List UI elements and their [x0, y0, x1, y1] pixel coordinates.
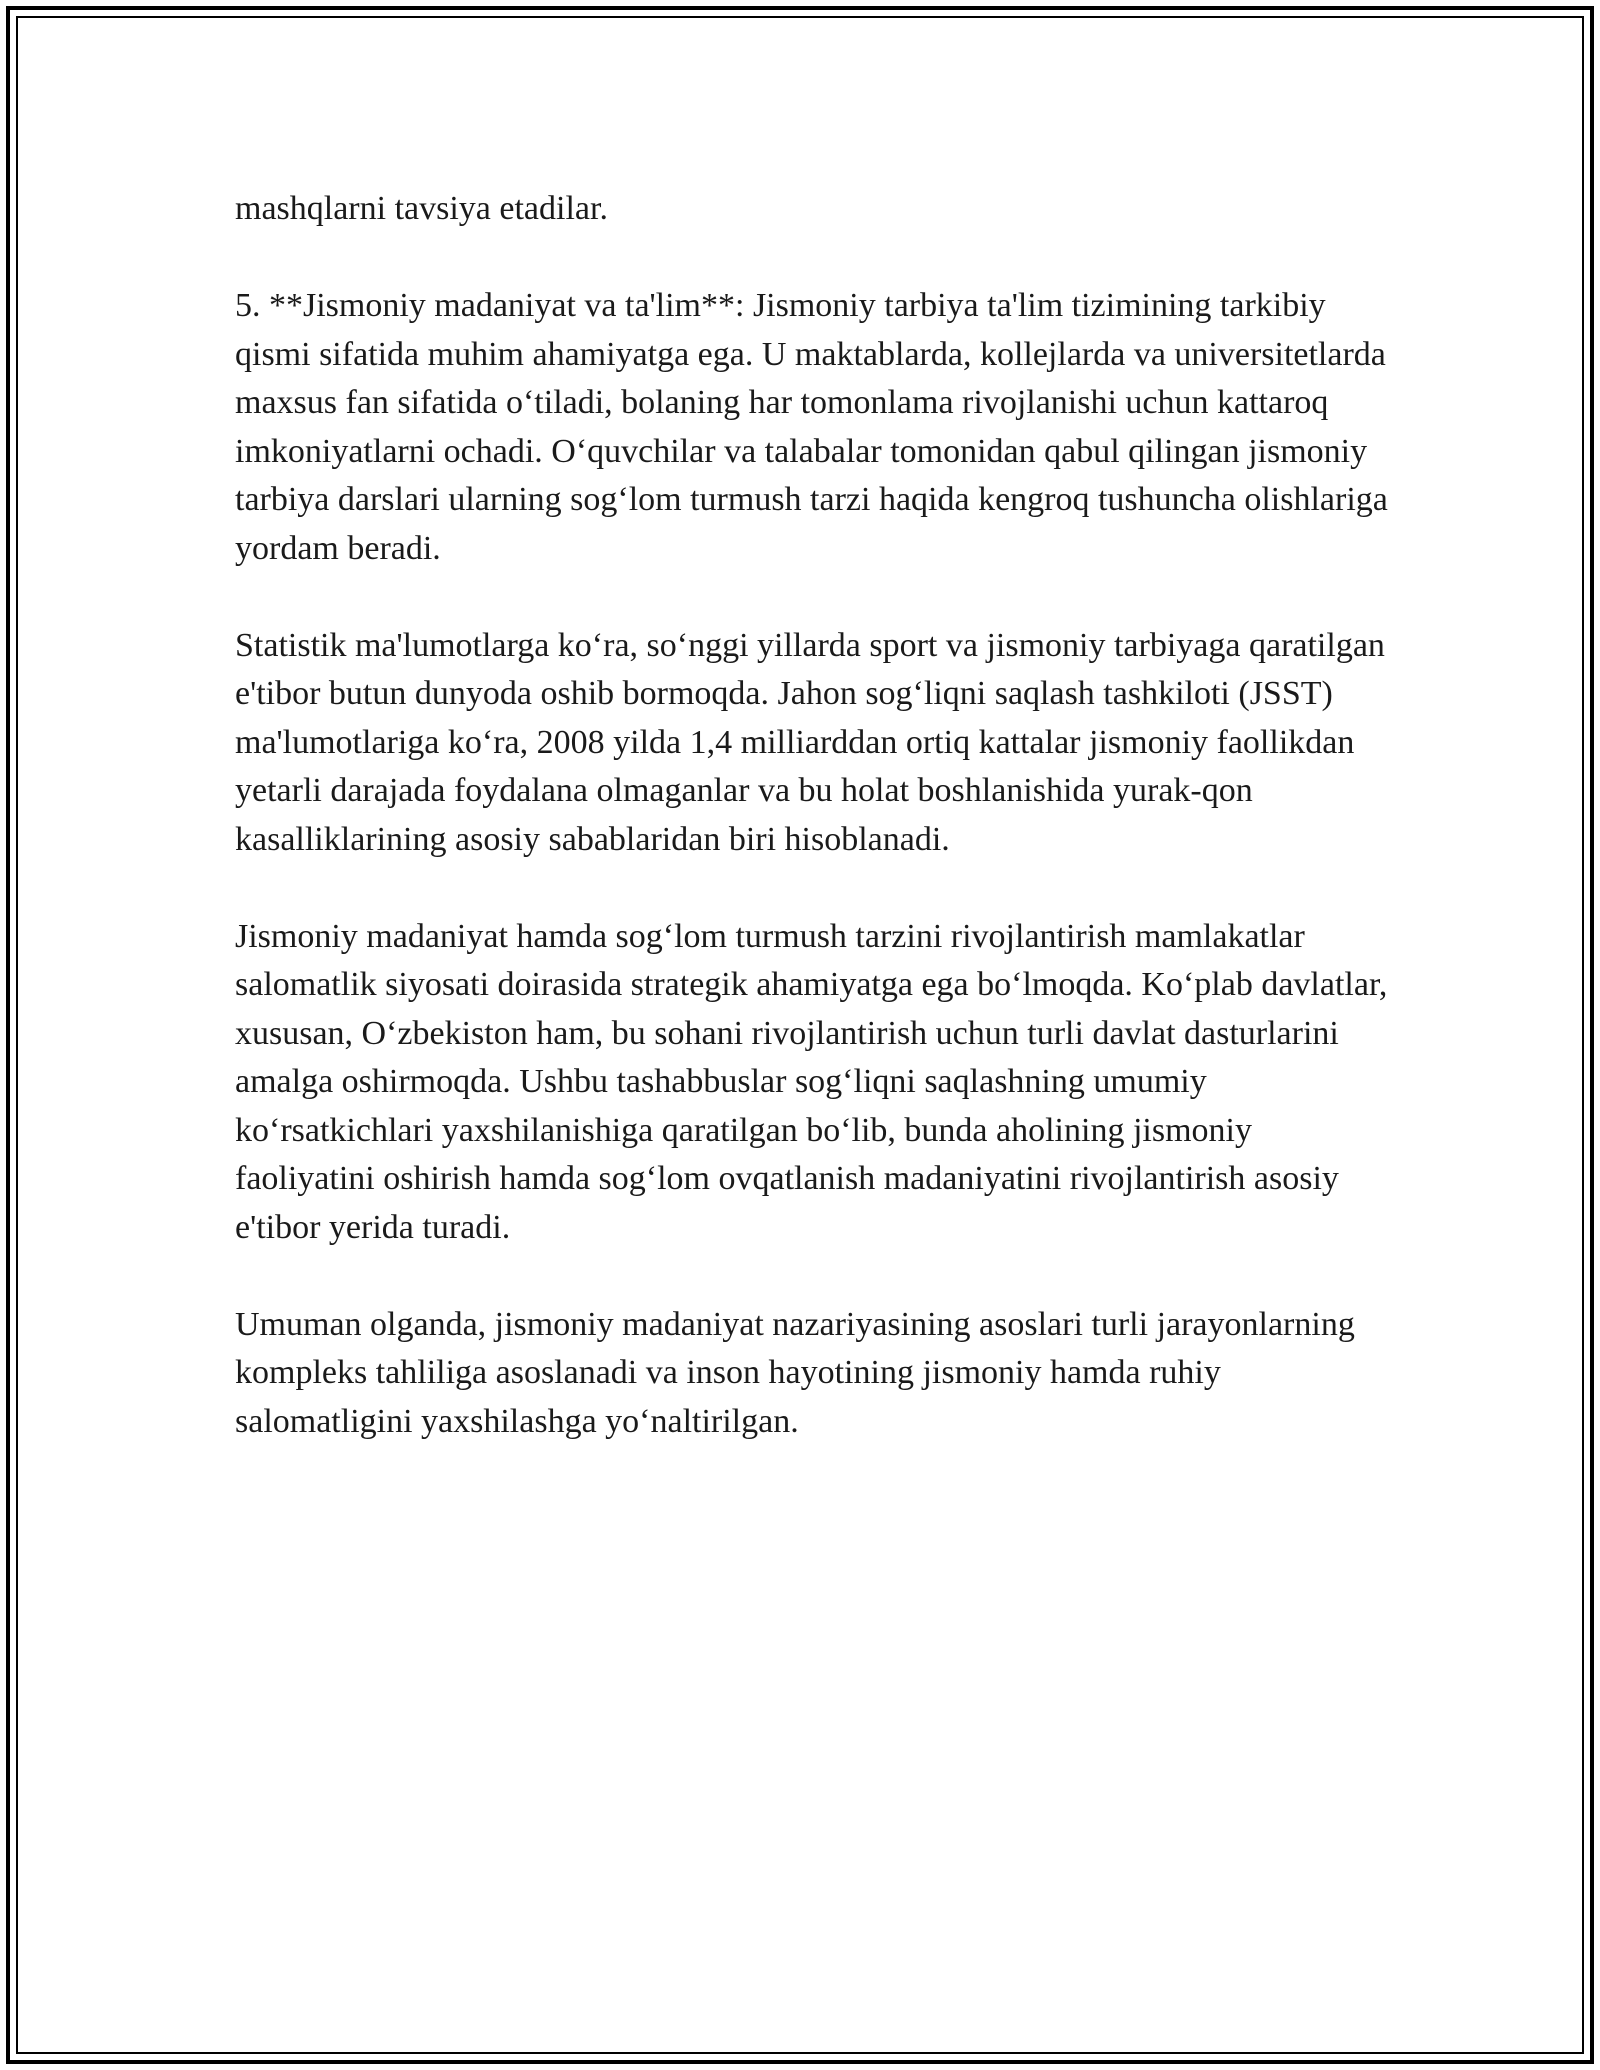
paragraph-conclusion: Umuman olganda, jismoniy madaniyat nazariyasining asoslari turli jarayonlarning kompleks tahliliga asoslanadi va inson hayotining jismoniy hamda ruhiy salomatligini yaxshilashga yo‘naltirilgan.	[235, 1305, 1355, 1440]
paragraph-policy: Jismoniy madaniyat hamda sog‘lom turmush tarzini rivojlantirish mamlakatlar salomatlik siyosati doirasida strategik ahamiyatga ega bo‘lmoqda. Ko‘plab davlatlar, xususan, O‘zbekiston ham, bu sohani rivojlantirish uchun turli davlat dasturlarini amalga oshirmoqda. Ushbu tashabbuslar sog‘liqni saqlashning umumiy ko‘rsatkichlari yaxshilanishiga qaratilgan bo‘lib, bunda aholining jismoniy faoliyatini oshirish hamda sog‘lom ovqatlanish madaniyatini rivojlantirish asosiy e'tibor yerida turadi.	[235, 917, 1388, 1246]
paragraph-continuation: mashqlarni tavsiya etadilar.	[235, 190, 608, 227]
document-body	[235, 185, 1395, 1495]
paragraph-education: 5. **Jismoniy madaniyat va ta'lim**: Jismoniy tarbiya ta'lim tizimining tarkibiy qismi sifatida muhim ahamiyatga ega. U maktablarda, kollejlarda va universitetlarda maxsus fan sifatida o‘tiladi, bolaning har tomonlama rivojlanishi uchun kattaroq imkoniyatlarni ochadi. O‘quvchilar va talabalar tomonidan qabul qilingan jismoniy tarbiya darslari ularning sog‘lom turmush tarzi haqida kengroq tushuncha olishlariga yordam beradi.	[235, 287, 1388, 567]
paragraph-statistics: Statistik ma'lumotlarga ko‘ra, so‘nggi yillarda sport va jismoniy tarbiyaga qaratilgan e'tibor butun dunyoda oshib bormoqda. Jahon sog‘liqni saqlash tashkiloti (JSST) ma'lumotlariga ko‘ra, 2008 yilda 1,4 milliarddan ortiq kattalar jismoniy faollikdan yetarli darajada foydalana olmaganlar va bu holat boshlanishida yurak-qon kasalliklarining asosiy sabablaridan biri hisoblanadi.	[235, 626, 1385, 858]
